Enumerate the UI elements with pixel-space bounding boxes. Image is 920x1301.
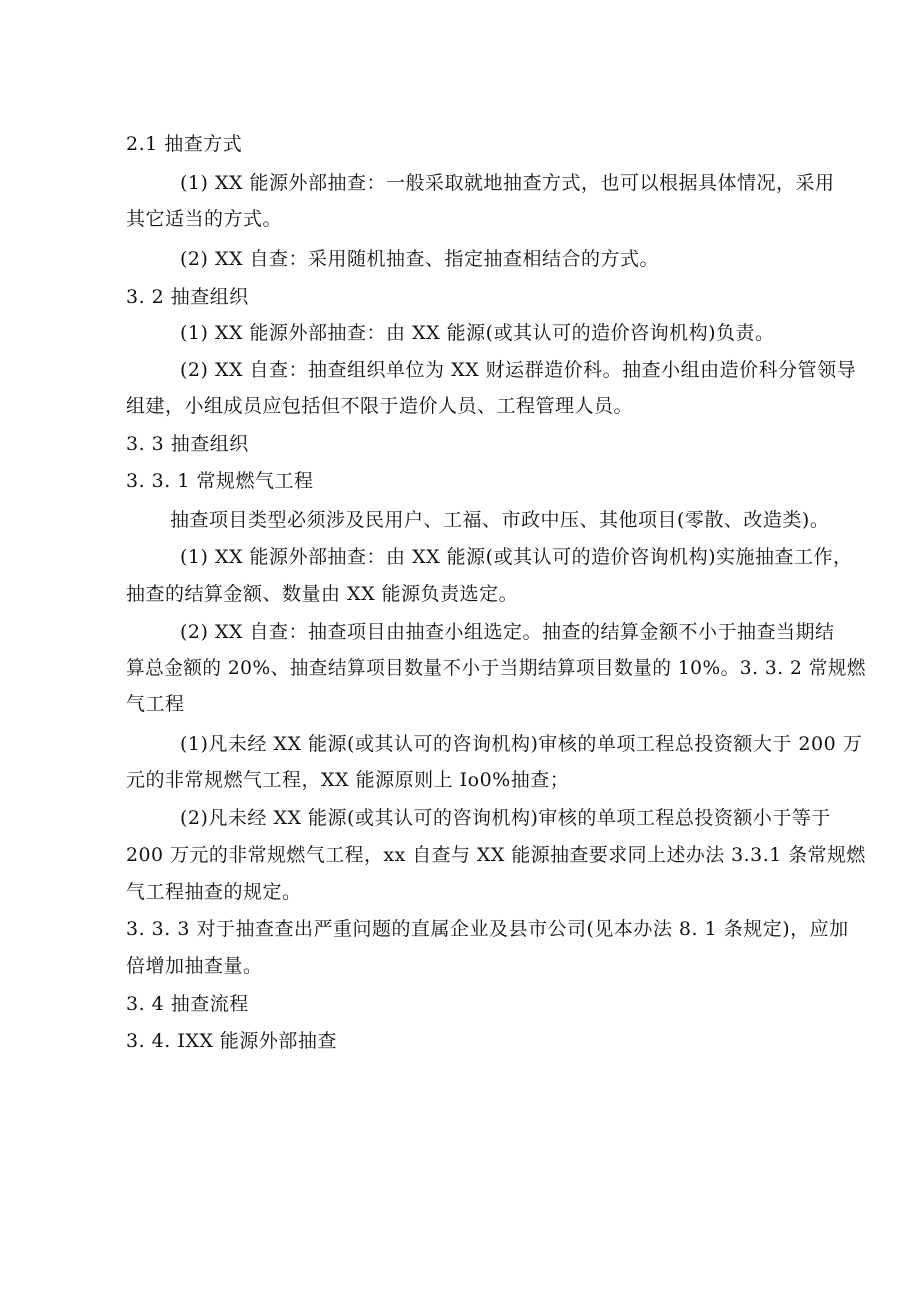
paragraph-line: (1)凡未经 XX 能源(或其认可的咨询机构)审核的单项工程总投资额大于 200 万: [180, 733, 863, 755]
paragraph-line: (2)凡未经 XX 能源(或其认可的咨询机构)审核的单项工程总投资额小于等于: [180, 807, 831, 829]
section-heading-3-4: 3. 4 抽查流程: [126, 993, 249, 1015]
paragraph-line: 抽查的结算金额、数量由 XX 能源负责选定。: [126, 583, 519, 605]
paragraph-line: 抽查项目类型必须涉及民用户、工福、市政中压、其他项目(零散、改造类)。: [170, 509, 830, 531]
paragraph-line: 元的非常规燃气工程，XX 能源原则上 Io0%抽查；: [126, 769, 570, 791]
section-heading-3-3-1: 3. 3. 1 常规燃气工程: [126, 470, 314, 492]
paragraph-line: (2) XX 自查：抽查组织单位为 XX 财运群造价科。抽查小组由造价科分管领导: [180, 359, 857, 381]
paragraph-line: 组建，小组成员应包括但不限于造价人员、工程管理人员。: [126, 395, 634, 417]
paragraph-line: 算总金额的 20%、抽查结算项目数量不小于当期结算项目数量的 10%。3. 3. 2 常规燃: [126, 657, 866, 679]
paragraph-line: (1) XX 能源外部抽查：由 XX 能源(或其认可的造价咨询机构)负责。: [180, 322, 775, 344]
section-heading-3-4-1: 3. 4. IXX 能源外部抽查: [126, 1030, 337, 1052]
section-paragraph-3-3-3: 3. 3. 3 对于抽查查出严重问题的直属企业及县市公司(见本办法 8. 1 条规定)，应加: [126, 918, 849, 940]
section-heading-2-1: 2.1 抽查方式: [126, 133, 243, 155]
paragraph-line: (2) XX 自查：抽查项目由抽查小组选定。抽查的结算金额不小于抽查当期结: [180, 621, 835, 643]
paragraph-line: 气工程抽查的规定。: [126, 881, 302, 903]
section-heading-3-3: 3. 3 抽查组织: [126, 433, 249, 455]
paragraph-line: 其它适当的方式。: [126, 208, 283, 230]
paragraph-line: (1) XX 能源外部抽查：由 XX 能源(或其认可的造价咨询机构)实施抽查工作，: [180, 546, 853, 568]
paragraph-line: (2) XX 自查：采用随机抽查、指定抽查相结合的方式。: [180, 248, 660, 270]
paragraph-line: 200 万元的非常规燃气工程，xx 自查与 XX 能源抽查要求同上述办法 3.3.1 条常规燃: [126, 844, 866, 866]
paragraph-line: 气工程: [126, 693, 185, 715]
paragraph-line: (1) XX 能源外部抽查：一般采取就地抽查方式，也可以根据具体情况，采用: [180, 172, 835, 194]
section-heading-3-2: 3. 2 抽查组织: [126, 286, 249, 308]
paragraph-line: 倍增加抽查量。: [126, 955, 263, 977]
